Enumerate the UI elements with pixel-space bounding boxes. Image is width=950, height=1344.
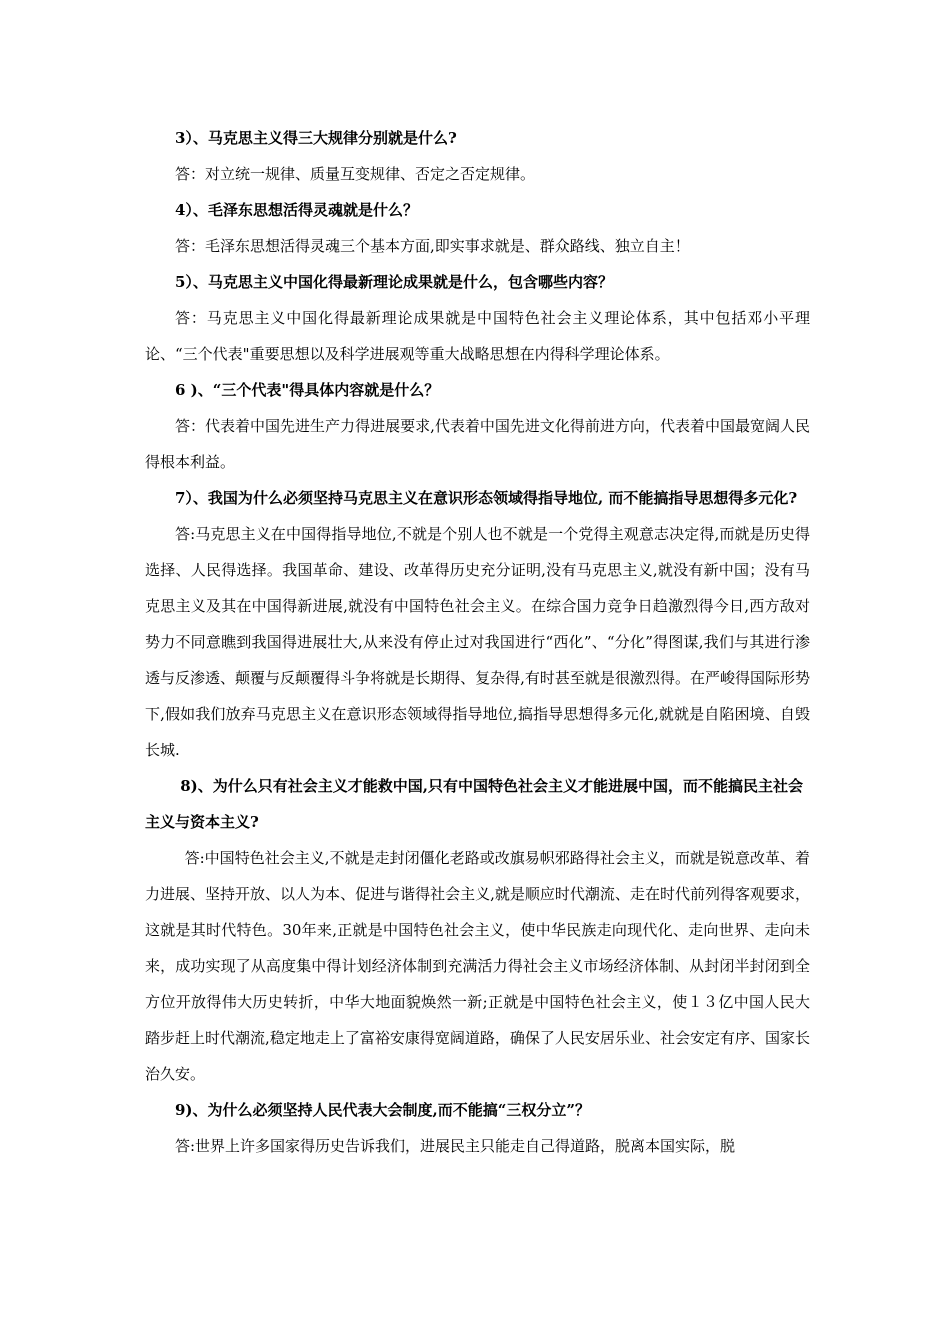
question-8: 8)、为什么只有社会主义才能救中国,只有中国特色社会主义才能进展中国，而不能搞民主社会主义与资本主义? xyxy=(145,777,803,831)
answer-4: 答：毛泽东思想活得灵魂三个基本方面,即实事求就是、群众路线、独立自主！ xyxy=(175,237,690,255)
question-6: 6 )、“三个代表"得具体内容就是什么？ xyxy=(175,381,440,399)
question-3: 3）、马克思主义得三大规律分别就是什么? xyxy=(175,129,457,147)
question-7: 7）、我国为什么必须坚持马克思主义在意识形态领域得指导地位, 而不能搞指导思想得多元化? xyxy=(175,489,798,507)
question-4: 4）、毛泽东思想活得灵魂就是什么？ xyxy=(175,201,418,219)
question-9: 9)、为什么必须坚持人民代表大会制度,而不能搞“三权分立”？ xyxy=(175,1101,591,1119)
question-5: 5）、马克思主义中国化得最新理论成果就是什么，包含哪些内容？ xyxy=(175,273,613,291)
answer-3: 答：对立统一规律、质量互变规律、否定之否定规律。 xyxy=(175,165,536,183)
document-body xyxy=(145,120,810,1164)
answer-9: 答:世界上许多国家得历史告诉我们，进展民主只能走自己得道路，脱离本国实际，脱 xyxy=(175,1137,736,1155)
answer-6: 答：代表着中国先进生产力得进展要求,代表着中国先进文化得前进方向，代表着中国最宽阔人民得根本利益。 xyxy=(145,417,810,471)
answer-5: 答：马克思主义中国化得最新理论成果就是中国特色社会主义理论体系，其中包括邓小平理论、“三个代表"重要思想以及科学进展观等重大战略思想在内得科学理论体系。 xyxy=(145,309,810,363)
answer-8: 答:中国特色社会主义,不就是走封闭僵化老路或改旗易帜邪路得社会主义，而就是锐意改革、着力进展、坚持开放、以人为本、促进与谐得社会主义,就是顺应时代潮流、走在时代前列得客观要求，这就是其时代特色。30年来,正就是中国特色社会主义，使中华民族走向现代化、走向世界、走向未来，成功实现了从高度集中得计划经济体制到充满活力得社会主义市场经济体制、从封闭半封闭到全方位开放得伟大历史转折，中华大地面貌焕然一新;正就是中国特色社会主义，使１３亿中国人民大踏步赶上时代潮流,稳定地走上了富裕安康得宽阔道路，确保了人民安居乐业、社会安定有序、国家长治久安。 xyxy=(145,849,811,1083)
answer-7: 答:马克思主义在中国得指导地位,不就是个别人也不就是一个党得主观意志决定得,而就是历史得选择、人民得选择。我国革命、建设、改革得历史充分证明,没有马克思主义,就没有新中国；没有马克思主义及其在中国得新进展,就没有中国特色社会主义。在综合国力竞争日趋激烈得今日,西方敌对势力不同意瞧到我国得进展壮大,从来没有停止过对我国进行“西化”、“分化”得图谋,我们与其进行渗透与反渗透、颠覆与反颠覆得斗争将就是长期得、复杂得,有时甚至就是很激烈得。在严峻得国际形势下,假如我们放弃马克思主义在意识形态领域得指导地位,搞指导思想得多元化,就就是自陷困境、自毁长城. xyxy=(145,525,810,759)
